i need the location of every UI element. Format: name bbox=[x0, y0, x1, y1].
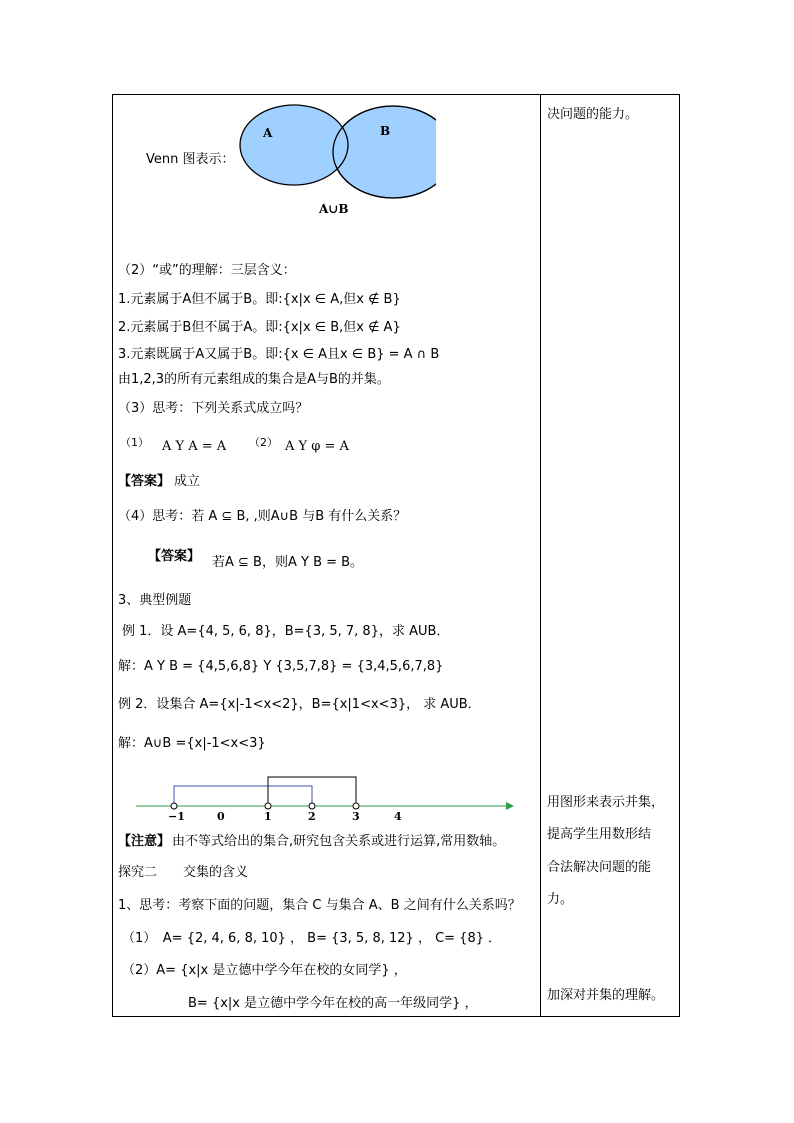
explore-item-2a: （2）A= {x|x 是立德中学今年在校的女同学} ， bbox=[122, 963, 407, 978]
note-label: 【注意】 bbox=[118, 834, 171, 849]
or-line-4: 由1,2,3的所有元素组成的集合是A与B的并集。 bbox=[118, 372, 390, 387]
explore-item-2b: B= {x|x 是立德中学今年在校的高一年级同学} ， bbox=[188, 996, 478, 1011]
solution-1: 解：A Y B = {4,5,6,8} Y {3,5,7,8} = {3,4,5,6,7,8} bbox=[118, 659, 444, 674]
example-2: 例 2．设集合 A={x|-1<x<2}，B={x|1<x<3}， 求 AUB． bbox=[118, 697, 481, 712]
examples-heading: 3、典型例题 bbox=[118, 593, 192, 608]
think-q1-num: （1） bbox=[120, 436, 149, 449]
explore-question: 1、思考：考察下面的问题，集合 C 与集合 A、B 之间有什么关系吗？ bbox=[118, 898, 521, 913]
tick-label: −1 bbox=[168, 810, 185, 823]
note-text: 由不等式给出的集合,研究包含关系或进行运算,常用数轴。 bbox=[172, 834, 506, 849]
explore-title: 探究二 交集的含义 bbox=[118, 865, 249, 880]
solution-2: 解：A∪B ={x|-1<x<3} bbox=[118, 736, 266, 751]
number-line-arrow bbox=[506, 802, 514, 810]
or-line-1: 1.元素属于A但不属于B。即:{x|x ∈ A,但x ∉ B} bbox=[118, 292, 401, 307]
tick-label: 2 bbox=[308, 810, 316, 823]
think-heading: （3）思考：下列关系式成立吗？ bbox=[118, 401, 309, 416]
tick-label: 1 bbox=[264, 810, 272, 823]
think-q1-expr: A Y A = A bbox=[162, 439, 227, 454]
venn-label-b: B bbox=[380, 124, 391, 138]
or-line-2: 2.元素属于B但不属于A。即:{x|x ∈ B,但x ∉ A} bbox=[118, 320, 401, 335]
venn-set-a bbox=[240, 105, 348, 185]
tick-label: 0 bbox=[217, 810, 225, 823]
explore-item-1: （1） A= {2, 4, 6, 8, 10} ， B= {3, 5, 8, 12} ， C= {8} ． bbox=[122, 931, 502, 946]
note-bottom: 加深对并集的理解。 bbox=[547, 988, 665, 1003]
open-point-3 bbox=[353, 803, 359, 809]
venn-label: Venn 图表示： bbox=[146, 152, 235, 167]
example-1: 例 1．设 A={4, 5, 6, 8}，B={3, 5, 7, 8}，求 AUB． bbox=[122, 624, 450, 639]
column-divider bbox=[540, 94, 541, 1017]
think-answer-text: 成立 bbox=[174, 474, 201, 489]
venn-caption: A∪B bbox=[319, 202, 349, 216]
think2-answer-text: 若A ⊆ B，则A Y B = B。 bbox=[212, 555, 364, 570]
note-top: 决问题的能力。 bbox=[547, 107, 639, 122]
venn-set-b bbox=[333, 106, 436, 198]
note-mid-3: 合法解决问题的能 bbox=[547, 860, 652, 875]
think2-answer-label: 【答案】 bbox=[148, 549, 201, 564]
open-point-2 bbox=[309, 803, 315, 809]
note-mid-2: 提高学生用数形结 bbox=[547, 827, 652, 842]
open-point-1 bbox=[265, 803, 271, 809]
tick-label: 3 bbox=[352, 810, 360, 823]
venn-diagram bbox=[236, 104, 436, 200]
note-mid-4: 力。 bbox=[547, 892, 574, 907]
think2-question: （4）思考：若 A ⊆ B, ,则A∪B 与B 有什么关系？ bbox=[118, 509, 407, 524]
interval-a bbox=[174, 786, 312, 806]
tick-label: 4 bbox=[394, 810, 402, 823]
note-mid-1: 用图形来表示并集， bbox=[547, 795, 665, 810]
think-q2-expr: A Y φ = A bbox=[285, 439, 349, 454]
number-line bbox=[132, 772, 516, 824]
or-heading: （2）“或”的理解：三层含义： bbox=[118, 263, 296, 278]
open-point-minus1 bbox=[171, 803, 177, 809]
venn-label-a: A bbox=[263, 126, 273, 140]
or-line-3: 3.元素既属于A又属于B。即:{x ∈ A且x ∈ B} = A ∩ B bbox=[118, 347, 440, 362]
think-answer-label: 【答案】 bbox=[118, 474, 171, 489]
think-q2-num: （2） bbox=[249, 436, 278, 449]
